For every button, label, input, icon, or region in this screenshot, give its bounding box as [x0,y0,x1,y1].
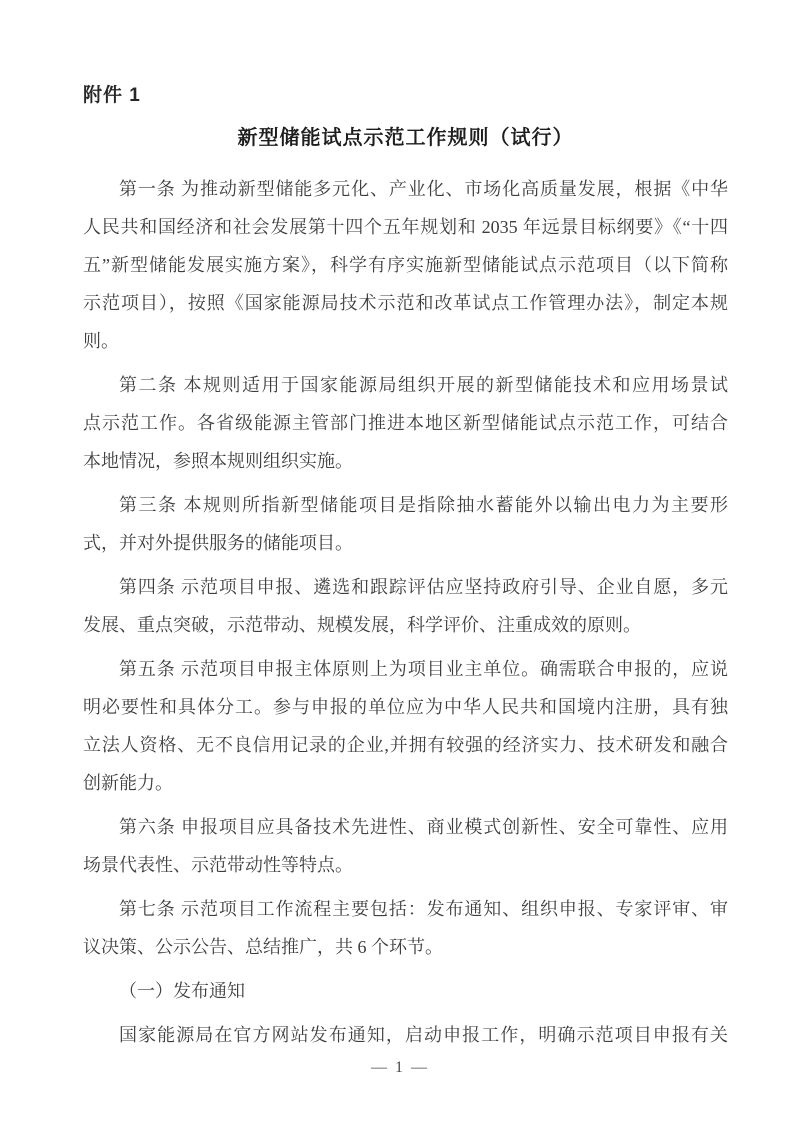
text-line: 发展、重点突破，示范带动、规模发展，科学评价、注重成效的原则。 [83,615,641,635]
text-line: 式，并对外提供服务的储能项目。 [83,533,353,553]
text-line: 人民共和国经济和社会发展第十四个五年规划和 2035 年远景目标纲要》《“十四 [83,217,728,237]
text-line: 示范项目），按照《国家能源局技术示范和改革试点工作管理办法》，制定本规 [83,293,728,313]
paragraph [83,972,728,1010]
text-line: 议决策、公示公告、总结推广，共 6 个环节。 [83,937,443,957]
text-line: 第二条 本规则适用于国家能源局组织开展的新型储能技术和应用场景试 [119,375,728,395]
text-line: 五”新型储能发展实施方案》，科学有序实施新型储能试点示范项目（以下简称 [83,255,728,275]
document-body [83,170,728,1054]
paragraph [83,486,728,562]
text-line: 则。 [83,331,119,351]
text-line: 点示范工作。各省级能源主管部门推进本地区新型储能试点示范工作，可结合 [83,413,728,433]
paragraph [83,650,728,802]
text-line: 国家能源局在官方网站发布通知，启动申报工作，明确示范项目申报有关 [119,1025,728,1045]
text-line: （一）发布通知 [119,981,245,1001]
text-line: 本地情况，参照本规则组织实施。 [83,451,353,471]
paragraph [83,568,728,644]
attachment-label: 附件 1 [83,85,141,106]
paragraph [83,808,728,884]
text-line: 第一条 为推动新型储能多元化、产业化、市场化高质量发展，根据《中华 [119,179,728,199]
text-line: 第四条 示范项目申报、遴选和跟踪评估应坚持政府引导、企业自愿，多元 [119,577,728,597]
text-line: 第五条 示范项目申报主体原则上为项目业主单位。确需联合申报的，应说 [119,659,728,679]
text-line: 第三条 本规则所指新型储能项目是指除抽水蓄能外以输出电力为主要形 [119,495,728,515]
text-line: 第七条 示范项目工作流程主要包括：发布通知、组织申报、专家评审、审 [119,899,728,919]
paragraph [83,890,728,966]
text-line: 第六条 申报项目应具备技术先进性、商业模式创新性、安全可靠性、应用 [119,817,728,837]
paragraph [83,366,728,480]
page-title: 新型储能试点示范工作规则（试行） [237,127,574,149]
paragraph [83,170,728,360]
text-line: 创新能力。 [83,773,173,793]
paragraph [83,1016,728,1054]
text-line: 明必要性和具体分工。参与申报的单位应为中华人民共和国境内注册，具有独 [83,697,728,717]
text-line: 场景代表性、示范带动性等特点。 [83,855,353,875]
page-number: — 1 — [371,1059,429,1076]
text-line: 立法人资格、无不良信用记录的企业,并拥有较强的经济实力、技术研发和融合 [83,735,728,755]
